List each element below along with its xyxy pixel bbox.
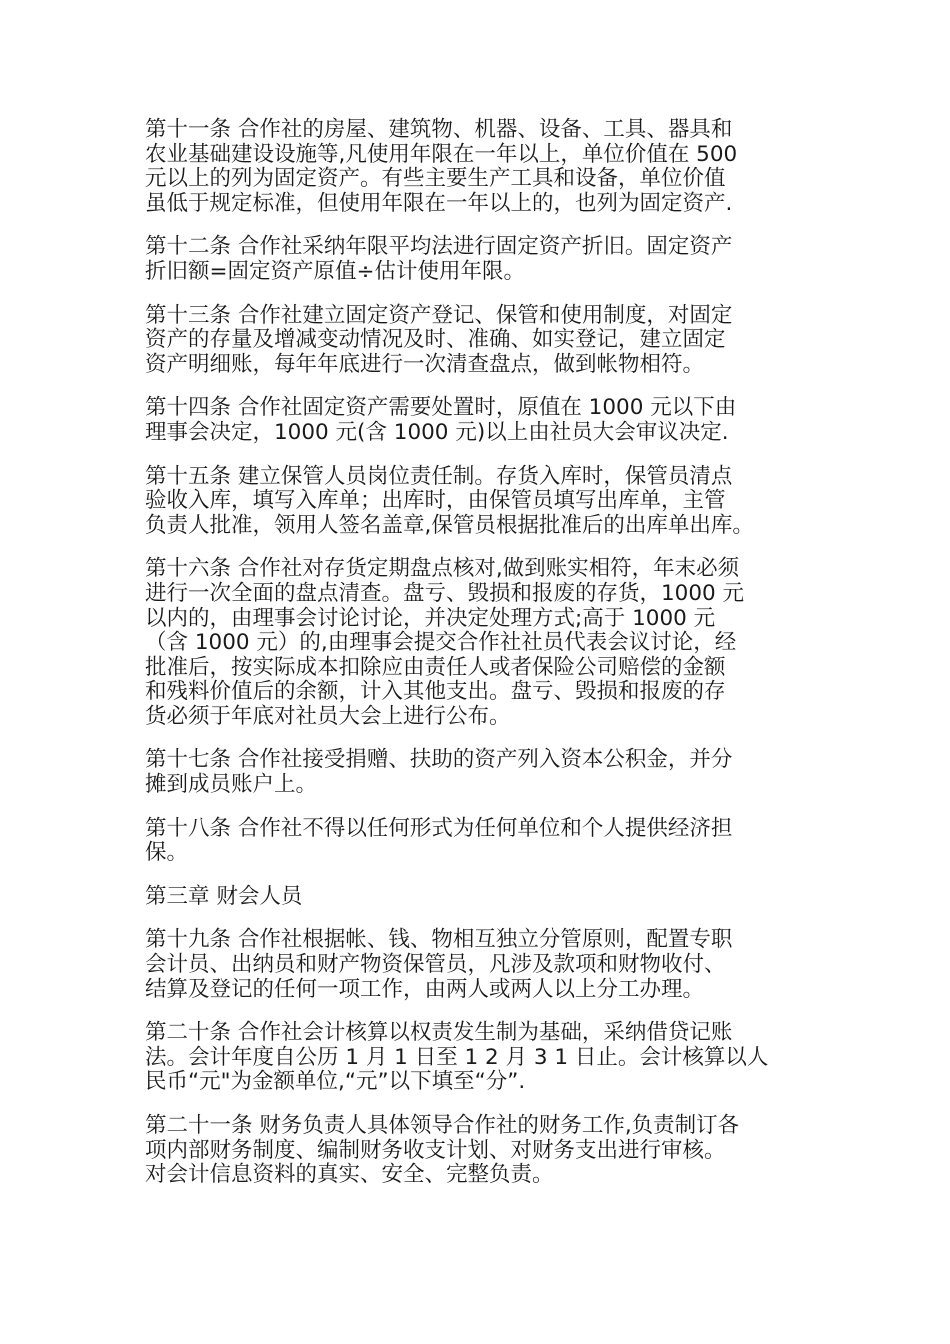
article-21: 第二十一条 财务负责人具体领导合作社的财务工作,负责制订各 项内部财务制度、编制财务收支计划、对财务支出进行审核。 对会计信息资料的真实、安全、完整负责。	[145, 1113, 740, 1188]
article-17: 第十七条 合作社接受捐赠、扶助的资产列入资本公积金，并分 摊到成员账户上。	[145, 747, 733, 798]
article-16: 第十六条 合作社对存货定期盘点核对,做到账实相符，年末必须 进行一次全面的盘点清查。盘亏、毁损和报废的存货，1000 元 以内的，由理事会讨论讨论，并决定处理方式;高于 1000 元 （含 1000 元）的,由理事会提交合作社社员代表会议讨论，经 批准后，按实际成本扣除应由责任人或者保险公司赔偿的金额 和残料价值后的余额，计入其他支出。盘亏、毁损和报废的存 货必须于年底对社员大会上进行公布。	[145, 556, 745, 729]
document-page	[145, 118, 810, 1207]
article-20: 第二十条 合作社会计核算以权责发生制为基础，采纳借贷记账 法。会计年度自公历 1 月 1 日至 1 2 月 3 1 日止。会计核算以人 民币“元"为金额单位,“元”以下填至“分”.	[145, 1020, 769, 1095]
article-12: 第十二条 合作社采纳年限平均法进行固定资产折旧。固定资产 折旧额=固定资产原值÷估计使用年限。	[145, 234, 733, 284]
article-11: 第十一条 合作社的房屋、建筑物、机器、设备、工具、器具和 农业基础建设设施等,凡使用年限在一年以上，单位价值在 500 元以上的列为固定资产。有些主要生产工具和设备，单位价值 虽低于规定标准，但使用年限在一年以上的，也列为固定资产.	[145, 117, 738, 216]
article-19: 第十九条 合作社根据帐、钱、物相互独立分管原则，配置专职 会计员、出纳员和财产物资保管员，凡涉及款项和财物收付、 结算及登记的任何一项工作，由两人或两人以上分工办理。	[145, 927, 733, 1002]
article-14: 第十四条 合作社固定资产需要处置时，原值在 1000 元以下由 理事会决定，1000 元(含 1000 元)以上由社员大会审议决定.	[145, 395, 737, 445]
article-15: 第十五条 建立保管人员岗位责任制。存货入库时，保管员清点 验收入库，填写入库单；出库时，由保管员填写出库单，主管 负责人批准，领用人签名盖章,保管员根据批准后的出库单出库。	[145, 463, 754, 538]
article-13: 第十三条 合作社建立固定资产登记、保管和使用制度，对固定 资产的存量及增减变动情况及时、准确、如实登记，建立固定 资产明细账，每年年底进行一次清查盘点，做到帐物相符。	[145, 302, 733, 377]
article-18: 第十八条 合作社不得以任何形式为任何单位和个人提供经济担 保。	[145, 815, 733, 866]
chapter-3-heading: 第三章 财会人员	[145, 883, 303, 909]
